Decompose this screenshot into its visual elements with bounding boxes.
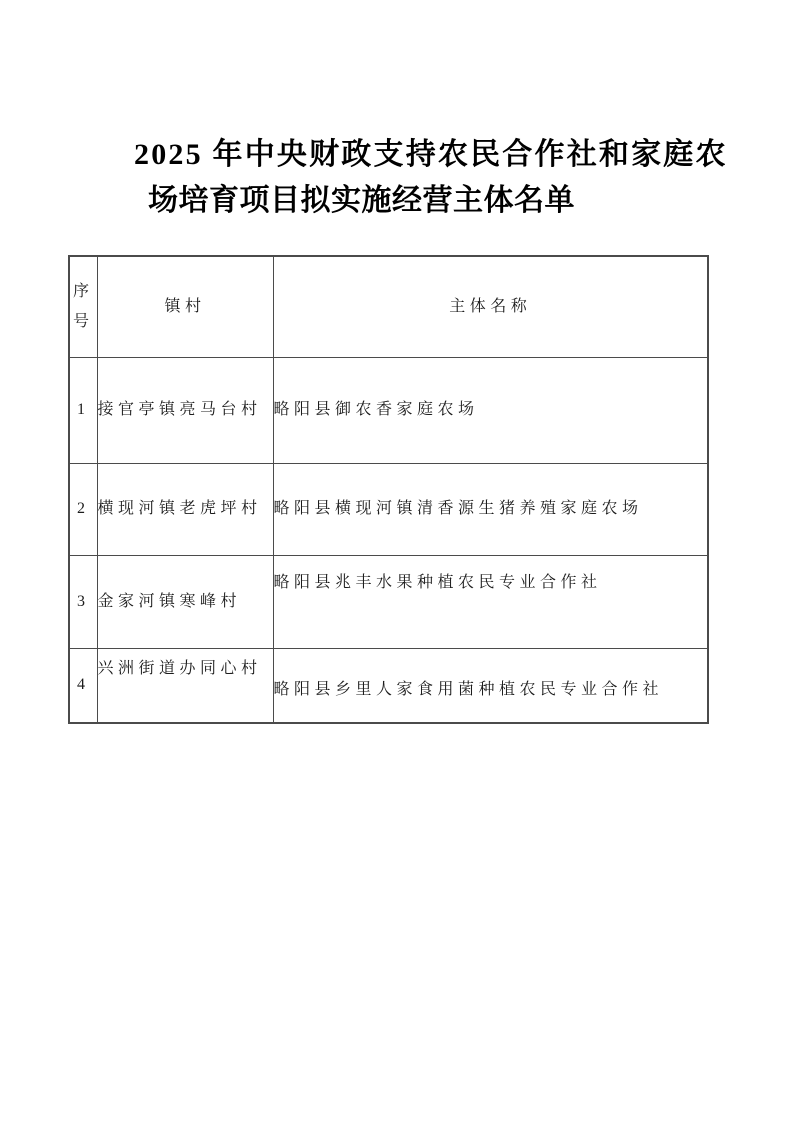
cell-entity-name: 略阳县御农香家庭农场	[273, 357, 708, 463]
cell-village: 横现河镇老虎坪村	[97, 463, 273, 555]
table-row	[69, 463, 708, 555]
table-body	[69, 357, 708, 723]
column-header-village: 镇村	[97, 256, 273, 357]
cell-entity-name: 略阳县横现河镇清香源生猪养殖家庭农场	[273, 463, 708, 555]
column-header-entity-name: 主体名称	[273, 256, 708, 357]
cell-index: 3	[69, 555, 97, 648]
cell-village: 接官亭镇亮马台村	[97, 357, 273, 463]
cell-entity-name: 略阳县乡里人家食用菌种植农民专业合作社	[273, 648, 708, 723]
table-row	[69, 648, 708, 723]
table-row	[69, 357, 708, 463]
entity-table	[68, 255, 709, 724]
document-title-line1: 2025 年中央财政支持农民合作社和家庭农	[134, 138, 728, 171]
column-header-index: 序号	[69, 256, 97, 357]
document-title-line2: 场培育项目拟实施经营主体名单	[148, 184, 575, 217]
cell-index: 4	[69, 648, 97, 723]
cell-village: 金家河镇寒峰村	[97, 555, 273, 648]
table-header-row	[69, 256, 708, 357]
cell-village: 兴洲街道办同心村	[97, 648, 273, 723]
cell-index: 1	[69, 357, 97, 463]
cell-index: 2	[69, 463, 97, 555]
table-row	[69, 555, 708, 648]
cell-entity-name: 略阳县兆丰水果种植农民专业合作社	[273, 555, 708, 648]
